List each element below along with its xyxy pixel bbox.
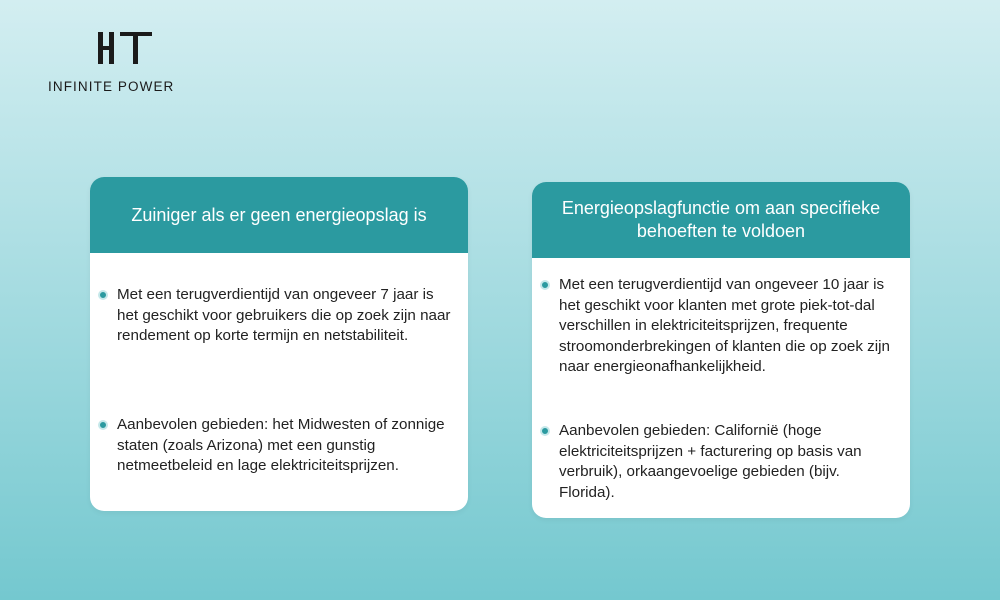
bullet-text: Aanbevolen gebieden: Californië (hoge elektriciteitsprijzen + facturering op basis van verbruik), orkaangevoelige gebieden (bijv. Florida). — [559, 422, 862, 501]
bullet-text: Aanbevolen gebieden: het Midwesten of zonnige staten (zoals Arizona) met een gunstig netmeetbeleid en lage elektriciteitsprijzen. — [117, 416, 445, 474]
brand-logo — [48, 30, 208, 100]
card-title: Zuiniger als er geen energieopslag is — [90, 177, 468, 253]
brand-tagline: INFINITE POWER — [48, 79, 175, 94]
bullet-text: Met een terugverdientijd van ongeveer 7 jaar is het geschikt voor gebruikers die op zoek zijn naar rendement op korte termijn en netstabiliteit. — [117, 286, 451, 344]
bullet-dot-icon — [540, 280, 550, 290]
card-title: Energieopslagfunctie om aan specifieke behoeften te voldoen — [532, 182, 910, 258]
list-item — [540, 275, 898, 378]
bullet-dot-icon — [540, 426, 550, 436]
bullet-dot-icon — [98, 420, 108, 430]
card-without-storage — [90, 177, 468, 511]
card-with-storage — [532, 182, 910, 518]
list-item — [98, 285, 456, 347]
bullet-dot-icon — [98, 290, 108, 300]
bullet-text: Met een terugverdientijd van ongeveer 10 jaar is het geschikt voor klanten met grote piek-tot-dal verschillen in elektriciteitsprijzen, frequente stroomonderbrekingen of klanten die op zoek zijn naar energieonafhankelijkheid. — [559, 276, 890, 375]
list-item — [98, 415, 456, 477]
ht-logo-mark — [96, 30, 156, 66]
list-item — [540, 421, 898, 503]
